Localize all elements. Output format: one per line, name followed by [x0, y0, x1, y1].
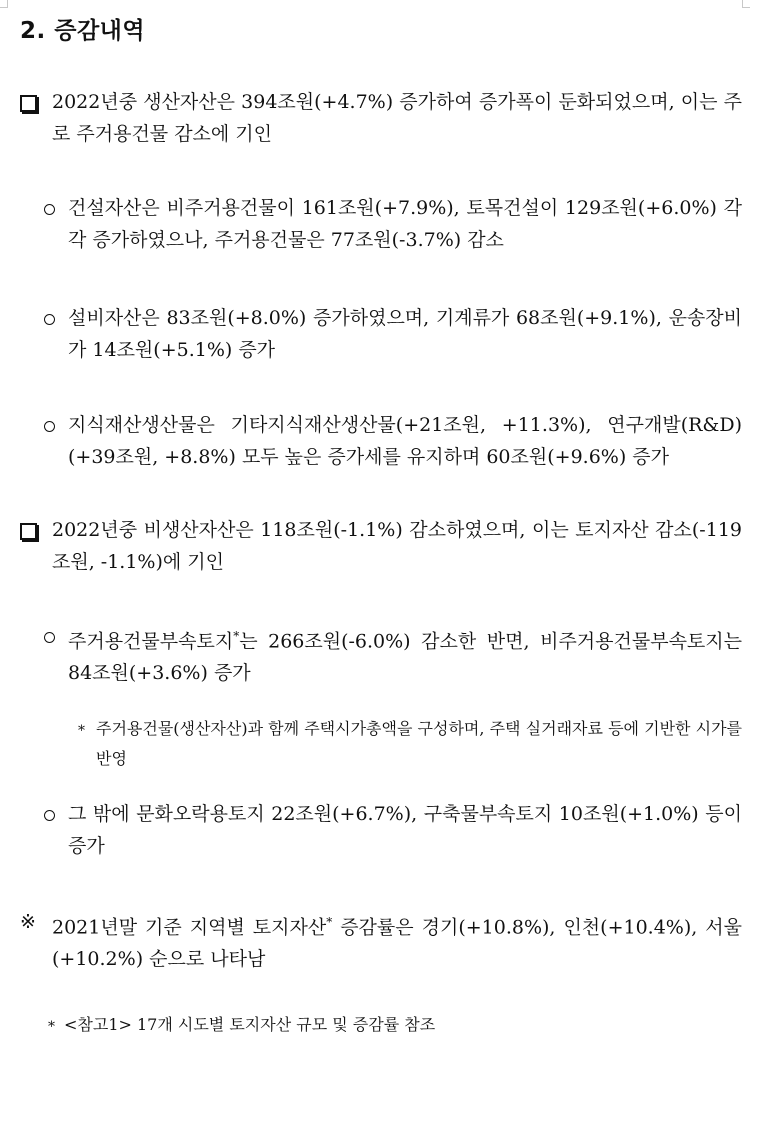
paragraph-production-assets	[52, 86, 742, 150]
section-title: 2. 증감내역	[20, 18, 146, 44]
text-segment: 주거용건물부속토지	[68, 630, 234, 653]
reference-mark: ※	[20, 911, 36, 933]
subparagraph-other-land	[68, 798, 742, 862]
paragraph-text: 2022년중 생산자산은 394조원(+4.7%) 증가하여 증가폭이 둔화되었으며, 이는 주로 주거용건물 감소에 기인	[52, 91, 742, 145]
note-marker: *	[48, 1019, 55, 1035]
paragraph-text: 건설자산은 비주거용건물이 161조원(+7.9%), 토목건설이 129조원(+6.0%) 각각 증가하였으나, 주거용건물은 77조원(-3.7%) 감소	[68, 197, 742, 251]
text-segment: 는 266조원(-6.0%) 감소한 반면, 비주거용건물부속토지는 84조원(+3.6%) 증가	[68, 630, 742, 685]
subparagraph-residential-land	[68, 620, 742, 689]
footnote-marker: *	[233, 629, 240, 643]
paragraph-text: 지식재산생산물은 기타지식재산생산물(+21조원, +11.3%), 연구개발(R&D)(+39조원, +8.8%) 모두 높은 증가세를 유지하며 60조원(+9.6%) 증가	[68, 414, 742, 468]
paragraph-text: 그 밖에 문화오락용토지 22조원(+6.7%), 구축물부속토지 10조원(+1.0%) 등이 증가	[68, 803, 742, 857]
subparagraph-intellectual-property	[68, 409, 742, 473]
note-marker: *	[78, 723, 85, 739]
paragraph-text: 설비자산은 83조원(+8.0%) 증가하였으며, 기계류가 68조원(+9.1%), 운송장비가 14조원(+5.1%) 증가	[68, 307, 742, 361]
subparagraph-construction	[68, 192, 742, 256]
text-segment: 2021년말 기준 지역별 토지자산	[52, 916, 327, 939]
footnote-text: 주거용건물(생산자산)과 함께 주택시가총액을 구성하며, 주택 실거래자료 등에 기반한 시가를 반영	[96, 719, 742, 768]
footnote-residential-land	[96, 714, 742, 774]
text-segment: 증감률은 경기(+10.8%), 인천(+10.4%), 서울(+10.2%) 순으로 나타남	[52, 916, 742, 971]
footnote-text: <참고1> 17개 시도별 토지자산 규모 및 증감률 참조	[64, 1015, 436, 1034]
circle-bullet-icon	[44, 421, 55, 432]
circle-bullet-icon	[44, 632, 55, 643]
footnote-marker: *	[326, 915, 333, 929]
paragraph-text	[68, 620, 742, 689]
subparagraph-equipment	[68, 302, 742, 366]
square-bullet-icon	[20, 95, 37, 112]
square-bullet-icon	[20, 523, 37, 540]
footnote-regional-land	[64, 1010, 742, 1040]
paragraph-text: 2022년중 비생산자산은 118조원(-1.1%) 감소하였으며, 이는 토지자산 감소(-119조원, -1.1%)에 기인	[52, 519, 742, 573]
crop-mark-top-left	[0, 0, 8, 8]
circle-bullet-icon	[44, 204, 55, 215]
crop-mark-top-right	[742, 0, 750, 8]
circle-bullet-icon	[44, 810, 55, 821]
paragraph-text	[52, 906, 742, 975]
paragraph-regional-land	[52, 906, 742, 975]
circle-bullet-icon	[44, 314, 55, 325]
paragraph-nonproduced-assets	[52, 514, 742, 578]
